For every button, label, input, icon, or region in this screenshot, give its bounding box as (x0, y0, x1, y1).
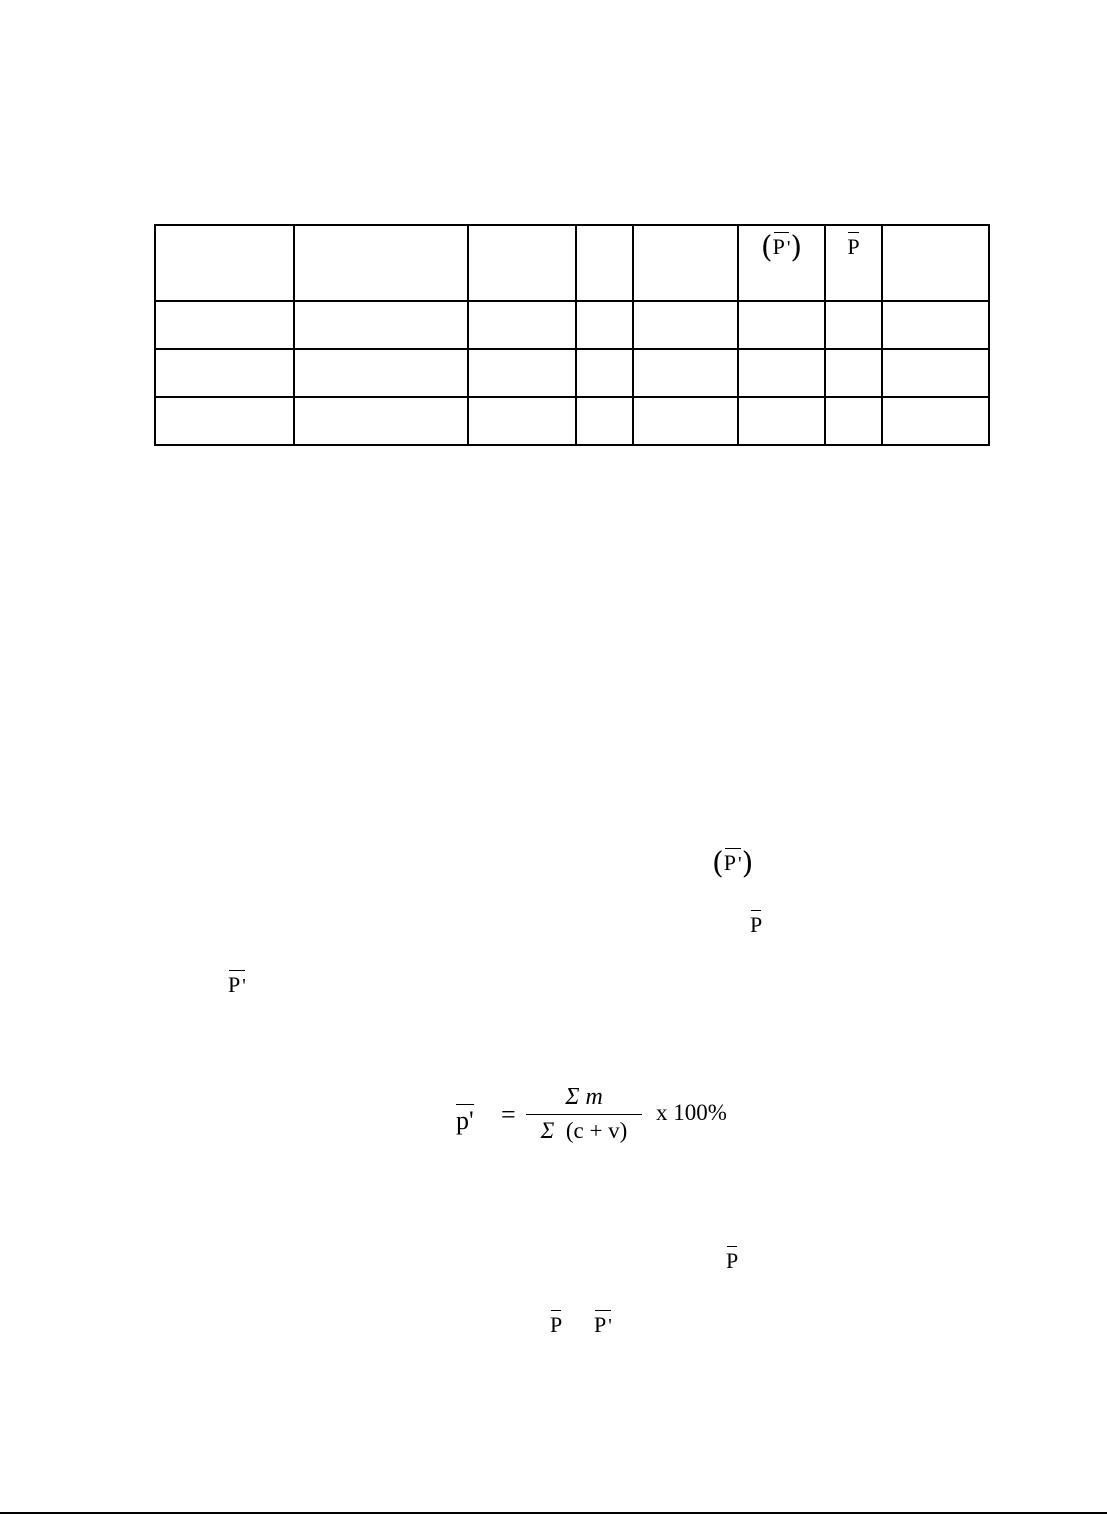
inline-symbol-p-prime: P ' (228, 972, 246, 997)
header-cell-avg-rate-of-surplus-value (738, 225, 825, 301)
table-cell (294, 225, 468, 301)
header-cell-avg-profit (825, 225, 882, 301)
formula-multiplier: x 100% (656, 1100, 727, 1125)
math-symbol-p-bar: P (847, 234, 860, 259)
table-cell (882, 225, 989, 301)
table-cell (825, 301, 882, 349)
formula-numerator: Σ m (565, 1084, 603, 1110)
inline-symbol-p-bar: P (750, 912, 763, 937)
formula-equals: = (501, 1100, 516, 1129)
table-row (155, 349, 989, 397)
table-cell (155, 397, 294, 445)
formula-denominator: Σ (c + v) (540, 1118, 628, 1143)
table-cell (882, 349, 989, 397)
table-cell (294, 349, 468, 397)
table-cell (468, 349, 576, 397)
table-cell (155, 349, 294, 397)
table-cell (576, 349, 633, 397)
table-cell (633, 349, 738, 397)
table-cell (468, 225, 576, 301)
table-cell (738, 301, 825, 349)
table-row (155, 301, 989, 349)
table-cell (294, 397, 468, 445)
table-cell (825, 349, 882, 397)
page-bottom-rule (0, 1512, 1107, 1514)
table-cell (155, 301, 294, 349)
data-table (154, 224, 990, 446)
table-cell (738, 397, 825, 445)
table-cell (155, 225, 294, 301)
formula-fraction-bar (526, 1114, 642, 1115)
formula-fraction (526, 1084, 642, 1150)
table-cell (882, 301, 989, 349)
math-symbol-p-prime-paren: (P ') (760, 230, 803, 265)
table-cell (738, 349, 825, 397)
table-header-row (155, 225, 989, 301)
inline-symbol-p-bar: P (726, 1248, 739, 1273)
table-row (155, 397, 989, 445)
inline-symbol-p-prime: P ' (594, 1312, 612, 1337)
inline-symbol-p-bar: P (550, 1312, 563, 1337)
table-cell (576, 225, 633, 301)
table-cell (576, 301, 633, 349)
table-cell (633, 397, 738, 445)
table-cell (294, 301, 468, 349)
table-cell (633, 225, 738, 301)
inline-symbol-p-prime-paren: (P ') (712, 846, 754, 881)
table-cell (825, 397, 882, 445)
table-cell (468, 301, 576, 349)
formula-lhs: p' (456, 1102, 474, 1136)
table-cell (468, 397, 576, 445)
table-cell (633, 301, 738, 349)
table-cell (576, 397, 633, 445)
table-cell (882, 397, 989, 445)
